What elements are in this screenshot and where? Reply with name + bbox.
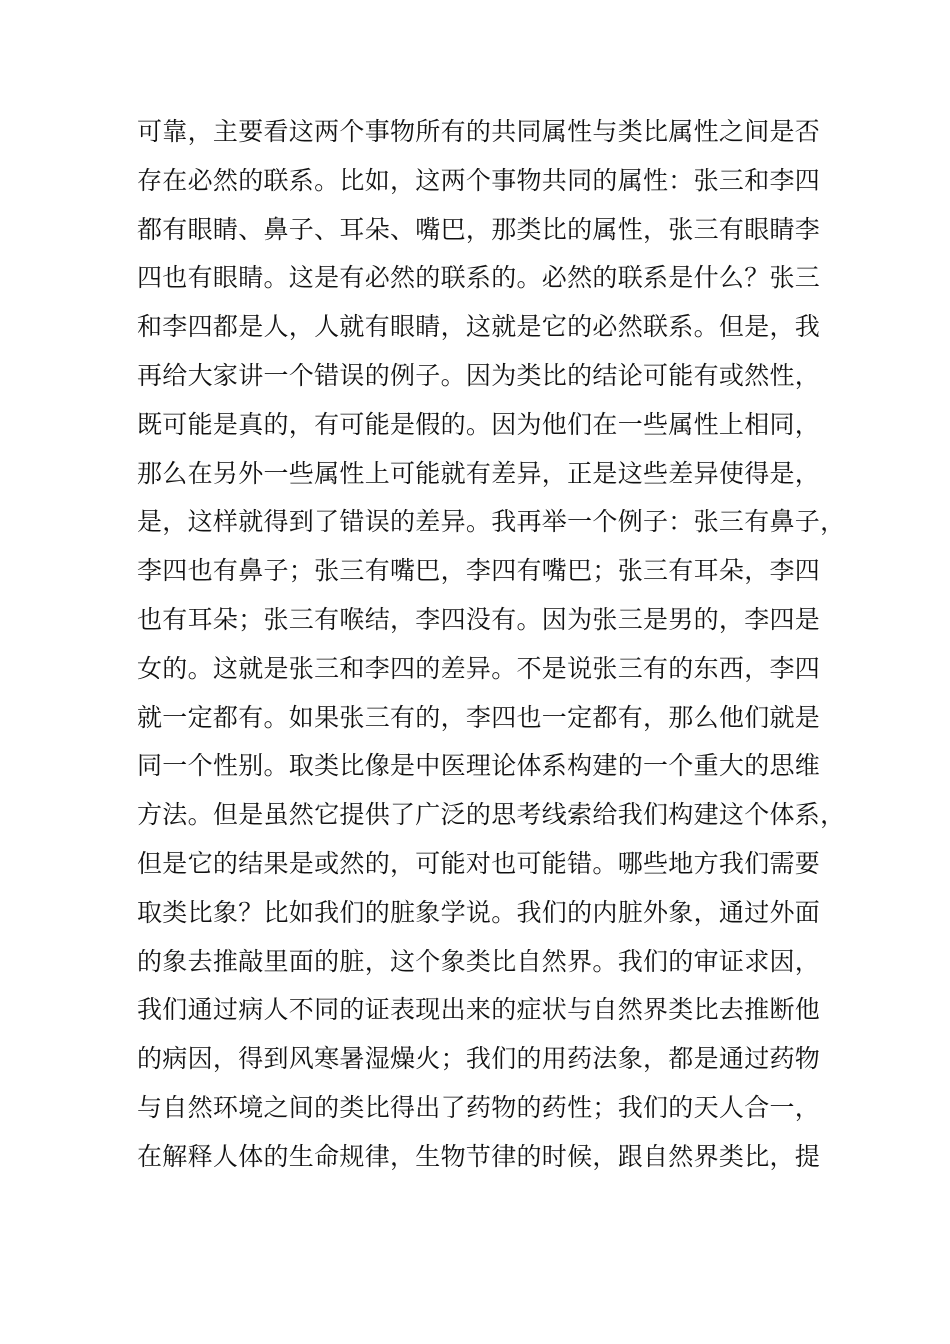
text-line: 既可能是真的，有可能是假的。因为他们在一些属性上相同， <box>137 409 821 439</box>
text-line: 与自然环境之间的类比得出了药物的药性；我们的天人合一， <box>137 1092 821 1122</box>
text-line: 四也有眼睛。这是有必然的联系的。必然的联系是什么？张三 <box>137 263 821 293</box>
text-line: 方法。但是虽然它提供了广泛的思考线索给我们构建这个体系， <box>137 800 846 830</box>
text-line: 的象去推敲里面的脏，这个象类比自然界。我们的审证求因， <box>137 946 821 976</box>
text-line: 李四也有鼻子；张三有嘴巴，李四有嘴巴；张三有耳朵，李四 <box>137 556 821 586</box>
text-line: 但是它的结果是或然的，可能对也可能错。哪些地方我们需要 <box>137 848 821 878</box>
text-line: 同一个性别。取类比像是中医理论体系构建的一个重大的思维 <box>137 751 821 781</box>
text-line: 是，这样就得到了错误的差异。我再举一个例子：张三有鼻子， <box>137 507 846 537</box>
text-line: 和李四都是人，人就有眼睛，这就是它的必然联系。但是，我 <box>137 312 821 342</box>
text-line: 在解释人体的生命规律，生物节律的时候，跟自然界类比，提 <box>137 1141 821 1171</box>
text-line: 可靠，主要看这两个事物所有的共同属性与类比属性之间是否 <box>137 117 821 146</box>
text-line: 我们通过病人不同的证表现出来的症状与自然界类比去推断他 <box>137 995 821 1025</box>
text-line: 都有眼睛、鼻子、耳朵、嘴巴，那类比的属性，张三有眼睛李 <box>137 214 821 244</box>
text-line: 也有耳朵；张三有喉结，李四没有。因为张三是男的，李四是 <box>137 604 821 634</box>
body-paragraph <box>137 108 846 1182</box>
text-line: 再给大家讲一个错误的例子。因为类比的结论可能有或然性， <box>137 360 821 390</box>
text-line: 的病因，得到风寒暑湿燥火；我们的用药法象，都是通过药物 <box>137 1044 821 1074</box>
text-line: 取类比象？比如我们的脏象学说。我们的内脏外象，通过外面 <box>137 897 821 927</box>
text-line: 女的。这就是张三和李四的差异。不是说张三有的东西，李四 <box>137 653 821 683</box>
text-line: 就一定都有。如果张三有的，李四也一定都有，那么他们就是 <box>137 702 821 732</box>
text-line: 存在必然的联系。比如，这两个事物共同的属性：张三和李四 <box>137 165 821 195</box>
text-line: 那么在另外一些属性上可能就有差异，正是这些差异使得是， <box>137 458 821 488</box>
